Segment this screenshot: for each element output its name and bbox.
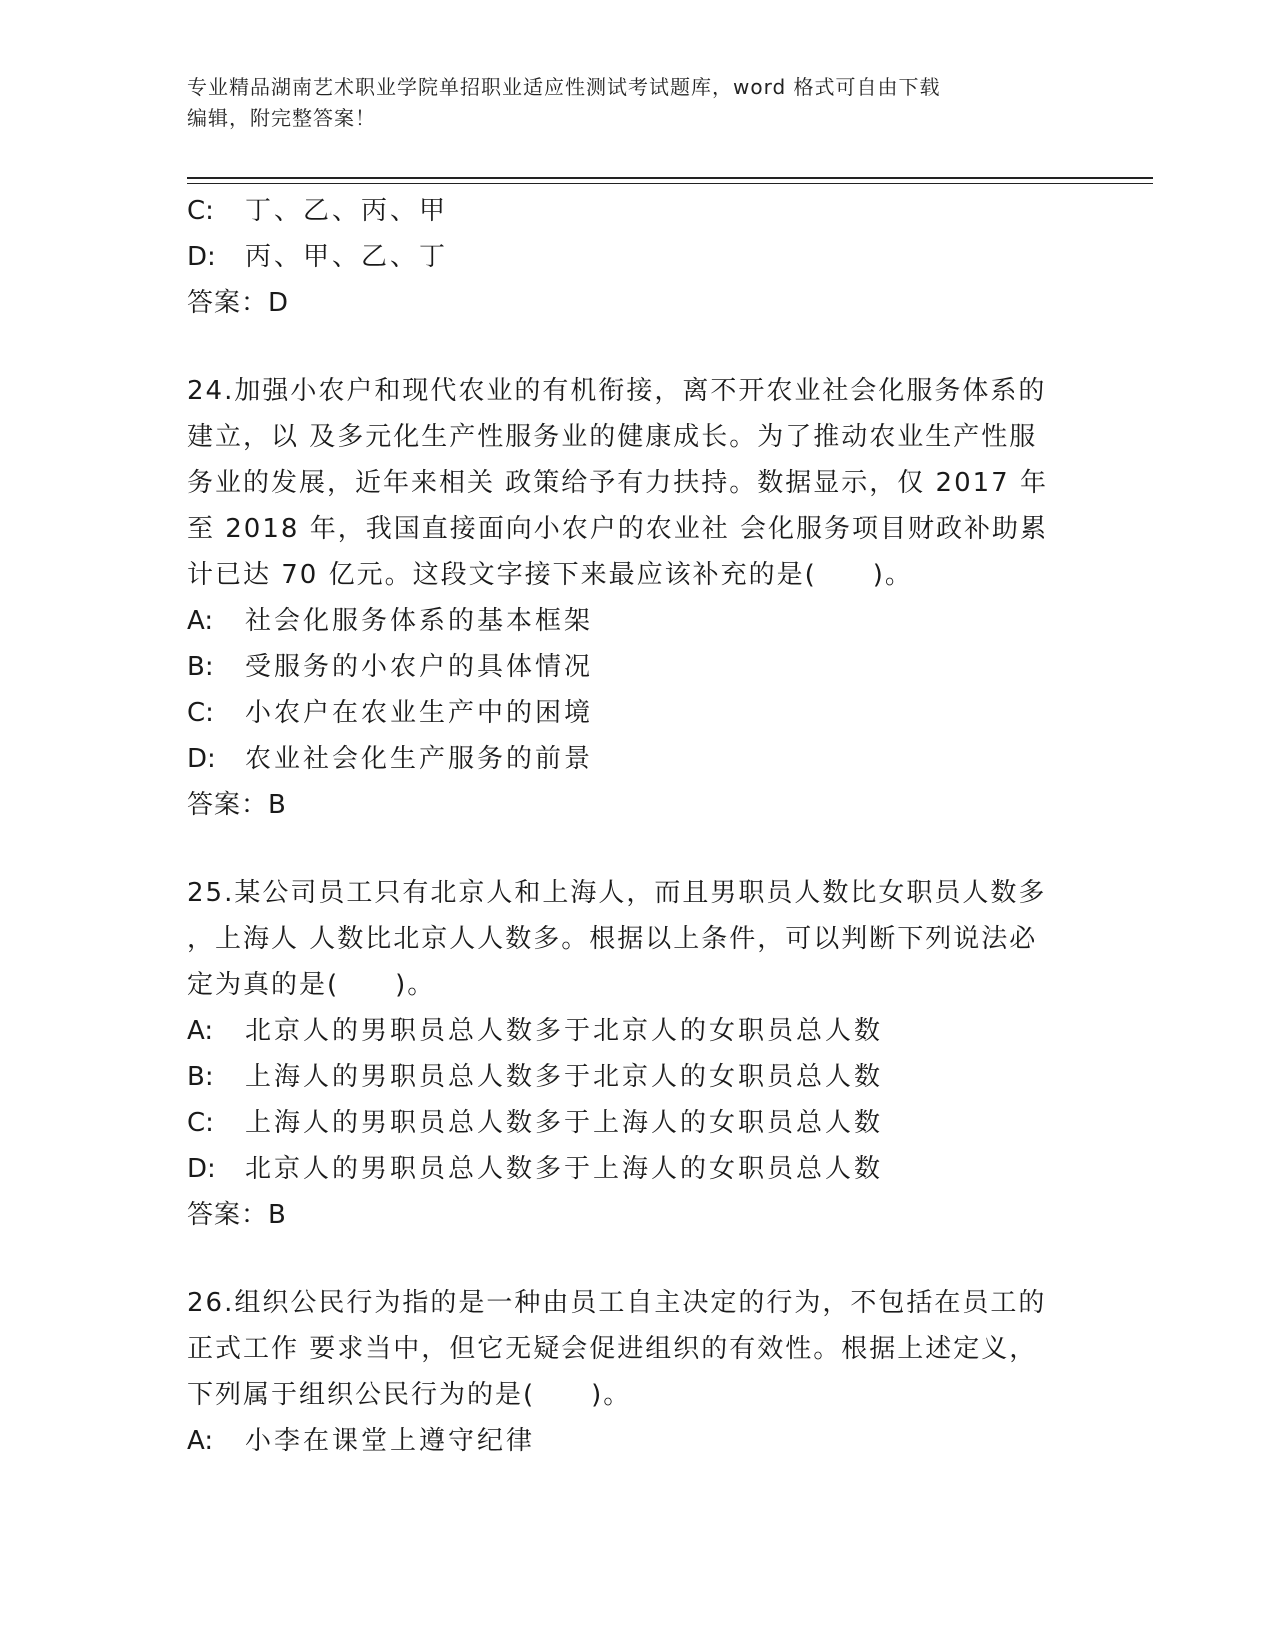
question-25 xyxy=(187,870,1087,1238)
option-text: 北京人的男职员总人数多于北京人的女职员总人数 xyxy=(245,1016,884,1046)
question-24 xyxy=(187,368,1087,828)
question-stem-line: 下列属于组织公民行为的是( )。 xyxy=(187,1380,632,1410)
question-stem-line: 计已达 70 亿元。这段文字接下来最应该补充的是( )。 xyxy=(187,560,913,590)
option-key: A: xyxy=(187,1016,214,1046)
option-key: C: xyxy=(187,698,214,728)
document-body xyxy=(187,188,1087,1464)
option-text: 受服务的小农户的具体情况 xyxy=(245,652,594,682)
spacer xyxy=(187,1238,1087,1280)
option-b xyxy=(187,644,1087,690)
answer-line: 答案：B xyxy=(187,1200,287,1230)
option-key: D: xyxy=(187,242,216,272)
answer-line: 答案：D xyxy=(187,288,290,318)
option-key: C: xyxy=(187,1108,214,1138)
question-26 xyxy=(187,1280,1087,1464)
option-text: 北京人的男职员总人数多于上海人的女职员总人数 xyxy=(245,1154,884,1184)
option-text: 丁、乙、丙、甲 xyxy=(245,196,449,226)
option-a xyxy=(187,1418,1087,1464)
option-b xyxy=(187,1054,1087,1100)
option-a xyxy=(187,1008,1087,1054)
option-key: B: xyxy=(187,1062,214,1092)
option-d xyxy=(187,1146,1087,1192)
question-stem-line: 24.加强小农户和现代农业的有机衔接，离不开农业社会化服务体系的 xyxy=(187,376,1047,406)
question-stem-line: ，上海人 人数比北京人人数多。根据以上条件，可以判断下列说法必 xyxy=(187,924,1038,954)
option-key: A: xyxy=(187,1426,214,1456)
option-key: A: xyxy=(187,606,214,636)
option-c xyxy=(187,1100,1087,1146)
option-text: 上海人的男职员总人数多于上海人的女职员总人数 xyxy=(245,1108,884,1138)
option-text: 农业社会化生产服务的前景 xyxy=(245,744,594,774)
option-c xyxy=(187,188,1087,234)
header-divider-thin xyxy=(187,183,1153,184)
header-divider-thick xyxy=(187,177,1153,179)
option-key: D: xyxy=(187,744,216,774)
page-header xyxy=(187,72,1087,134)
option-text: 小李在课堂上遵守纪律 xyxy=(245,1426,536,1456)
header-line-2: 编辑，附完整答案！ xyxy=(187,106,376,130)
spacer xyxy=(187,326,1087,368)
question-23 xyxy=(187,188,1087,326)
question-stem-line: 26.组织公民行为指的是一种由员工自主决定的行为，不包括在员工的 xyxy=(187,1288,1047,1318)
spacer xyxy=(187,828,1087,870)
option-c xyxy=(187,690,1087,736)
question-stem-line: 务业的发展，近年来相关 政策给予有力扶持。数据显示，仅 2017 年 xyxy=(187,468,1048,498)
question-stem-line: 定为真的是( )。 xyxy=(187,970,436,1000)
option-text: 小农户在农业生产中的困境 xyxy=(245,698,594,728)
option-a xyxy=(187,598,1087,644)
question-stem-line: 正式工作 要求当中，但它无疑会促进组织的有效性。根据上述定义， xyxy=(187,1334,1038,1364)
option-text: 社会化服务体系的基本框架 xyxy=(245,606,594,636)
question-stem-line: 至 2018 年，我国直接面向小农户的农业社 会化服务项目财政补助累 xyxy=(187,514,1048,544)
option-text: 丙、甲、乙、丁 xyxy=(245,242,449,272)
option-key: C: xyxy=(187,196,214,226)
question-stem-line: 建立，以 及多元化生产性服务业的健康成长。为了推动农业生产性服 xyxy=(187,422,1038,452)
option-key: D: xyxy=(187,1154,216,1184)
option-d xyxy=(187,736,1087,782)
option-key: B: xyxy=(187,652,214,682)
answer-line: 答案：B xyxy=(187,790,287,820)
question-stem-line: 25.某公司员工只有北京人和上海人，而且男职员人数比女职员人数多 xyxy=(187,878,1047,908)
header-line-1: 专业精品湖南艺术职业学院单招职业适应性测试考试题库，word 格式可自由下载 xyxy=(187,75,941,99)
option-text: 上海人的男职员总人数多于北京人的女职员总人数 xyxy=(245,1062,884,1092)
option-d xyxy=(187,234,1087,280)
